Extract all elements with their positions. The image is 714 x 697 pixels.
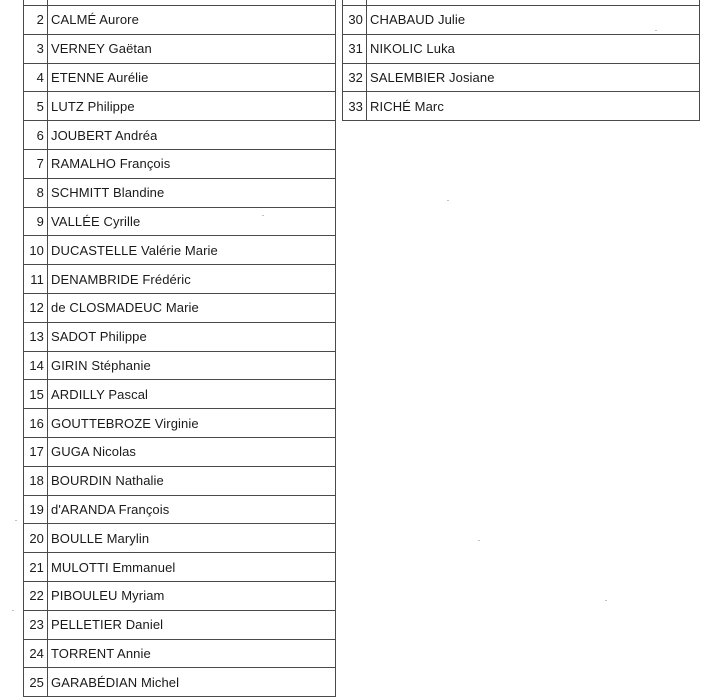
row-number: 32: [343, 64, 367, 92]
candidate-name: VALLÉE Cyrille: [51, 213, 141, 229]
row-number: 19: [24, 496, 48, 524]
row-number: 20: [24, 524, 48, 552]
candidate-name: LUTZ Philippe: [51, 98, 135, 114]
row-number: 8: [24, 179, 48, 207]
candidate-name: CALMÉ Aurore: [51, 12, 139, 28]
row-number: 12: [24, 294, 48, 322]
candidate-name: SADOT Philippe: [51, 329, 147, 345]
scan-speck: [262, 215, 264, 216]
table-row: [24, 323, 335, 352]
table-row: [24, 6, 335, 35]
candidate-list-table-right: [342, 0, 700, 121]
scan-speck: [478, 540, 480, 541]
scan-speck: [605, 600, 607, 601]
row-number: 10: [24, 236, 48, 264]
table-row: [24, 150, 335, 179]
table-row: [24, 553, 335, 582]
candidate-name: CHABAUD Julie: [370, 12, 466, 28]
table-row: [24, 582, 335, 611]
candidate-name: ARDILLY Pascal: [51, 386, 149, 402]
scan-speck: [12, 610, 14, 611]
candidate-name: GIRIN Stéphanie: [51, 357, 151, 373]
row-number: 31: [343, 35, 367, 63]
table-row: [343, 6, 699, 35]
table-row: [24, 352, 335, 381]
row-number: 30: [343, 6, 367, 34]
candidate-name: JOUBERT Andréa: [51, 127, 158, 143]
candidate-name: DUCASTELLE Valérie Marie: [51, 242, 218, 258]
candidate-name: RICHÉ Marc: [370, 98, 444, 114]
candidate-name: GOUTTEBROZE Virginie: [51, 415, 199, 431]
table-row: [24, 611, 335, 640]
candidate-name: NIKOLIC Luka: [370, 41, 456, 57]
table-row: [24, 35, 335, 64]
row-number: 15: [24, 380, 48, 408]
row-number: 16: [24, 409, 48, 437]
row-number: 6: [24, 121, 48, 149]
table-row: [24, 668, 335, 697]
row-number: 13: [24, 323, 48, 351]
row-number: 18: [24, 467, 48, 495]
row-number: 7: [24, 150, 48, 178]
table-row: [24, 380, 335, 409]
table-row: [24, 236, 335, 265]
candidate-name: BOULLE Marylin: [51, 530, 150, 546]
table-row: [24, 265, 335, 294]
row-number: 5: [24, 92, 48, 120]
row-number: [343, 0, 367, 5]
row-number: 3: [24, 35, 48, 63]
row-number: 14: [24, 352, 48, 380]
candidate-name: VERNEY Gaëtan: [51, 41, 152, 57]
table-row: [24, 640, 335, 669]
scan-speck: [15, 520, 17, 521]
table-row: [24, 409, 335, 438]
table-row: [24, 524, 335, 553]
table-row: [24, 467, 335, 496]
table-row: [24, 121, 335, 150]
candidate-name: RAMALHO François: [51, 156, 171, 172]
table-row: [343, 64, 699, 93]
candidate-name: PELLETIER Daniel: [51, 617, 164, 633]
candidate-name: SCHMITT Blandine: [51, 185, 165, 201]
table-row: [24, 438, 335, 467]
row-number: 22: [24, 582, 48, 610]
table-row: [24, 64, 335, 93]
candidate-name: de CLOSMADEUC Marie: [51, 300, 199, 316]
candidate-name: TORRENT Annie: [51, 645, 151, 661]
row-number: 33: [343, 92, 367, 120]
candidate-name: SALEMBIER Josiane: [370, 69, 495, 85]
row-number: 24: [24, 640, 48, 668]
candidate-name: BOURDIN Nathalie: [51, 473, 164, 489]
row-number: 2: [24, 6, 48, 34]
row-number: 4: [24, 64, 48, 92]
row-number: 11: [24, 265, 48, 293]
scan-speck: [447, 200, 449, 201]
table-row: [24, 294, 335, 323]
candidate-name: PIBOULEU Myriam: [51, 588, 165, 604]
table-row: [24, 92, 335, 121]
candidate-list-table-left: [23, 0, 336, 697]
scan-speck: [655, 30, 657, 31]
table-row: [343, 35, 699, 64]
candidate-name: DENAMBRIDE Frédéric: [51, 271, 191, 287]
candidate-name: GUGA Nicolas: [51, 444, 137, 460]
candidate-name: GARABÉDIAN Michel: [51, 674, 180, 690]
table-row: [343, 92, 699, 121]
row-number: 25: [24, 668, 48, 696]
candidate-name: d'ARANDA François: [51, 501, 170, 517]
row-number: 21: [24, 553, 48, 581]
table-row: [24, 208, 335, 237]
candidate-name: MULOTTI Emmanuel: [51, 559, 176, 575]
row-number: 9: [24, 208, 48, 236]
row-number: 23: [24, 611, 48, 639]
table-row: [24, 179, 335, 208]
candidate-name: ETENNE Aurélie: [51, 69, 149, 85]
row-number: [24, 0, 48, 5]
table-row: [24, 496, 335, 525]
row-number: 17: [24, 438, 48, 466]
